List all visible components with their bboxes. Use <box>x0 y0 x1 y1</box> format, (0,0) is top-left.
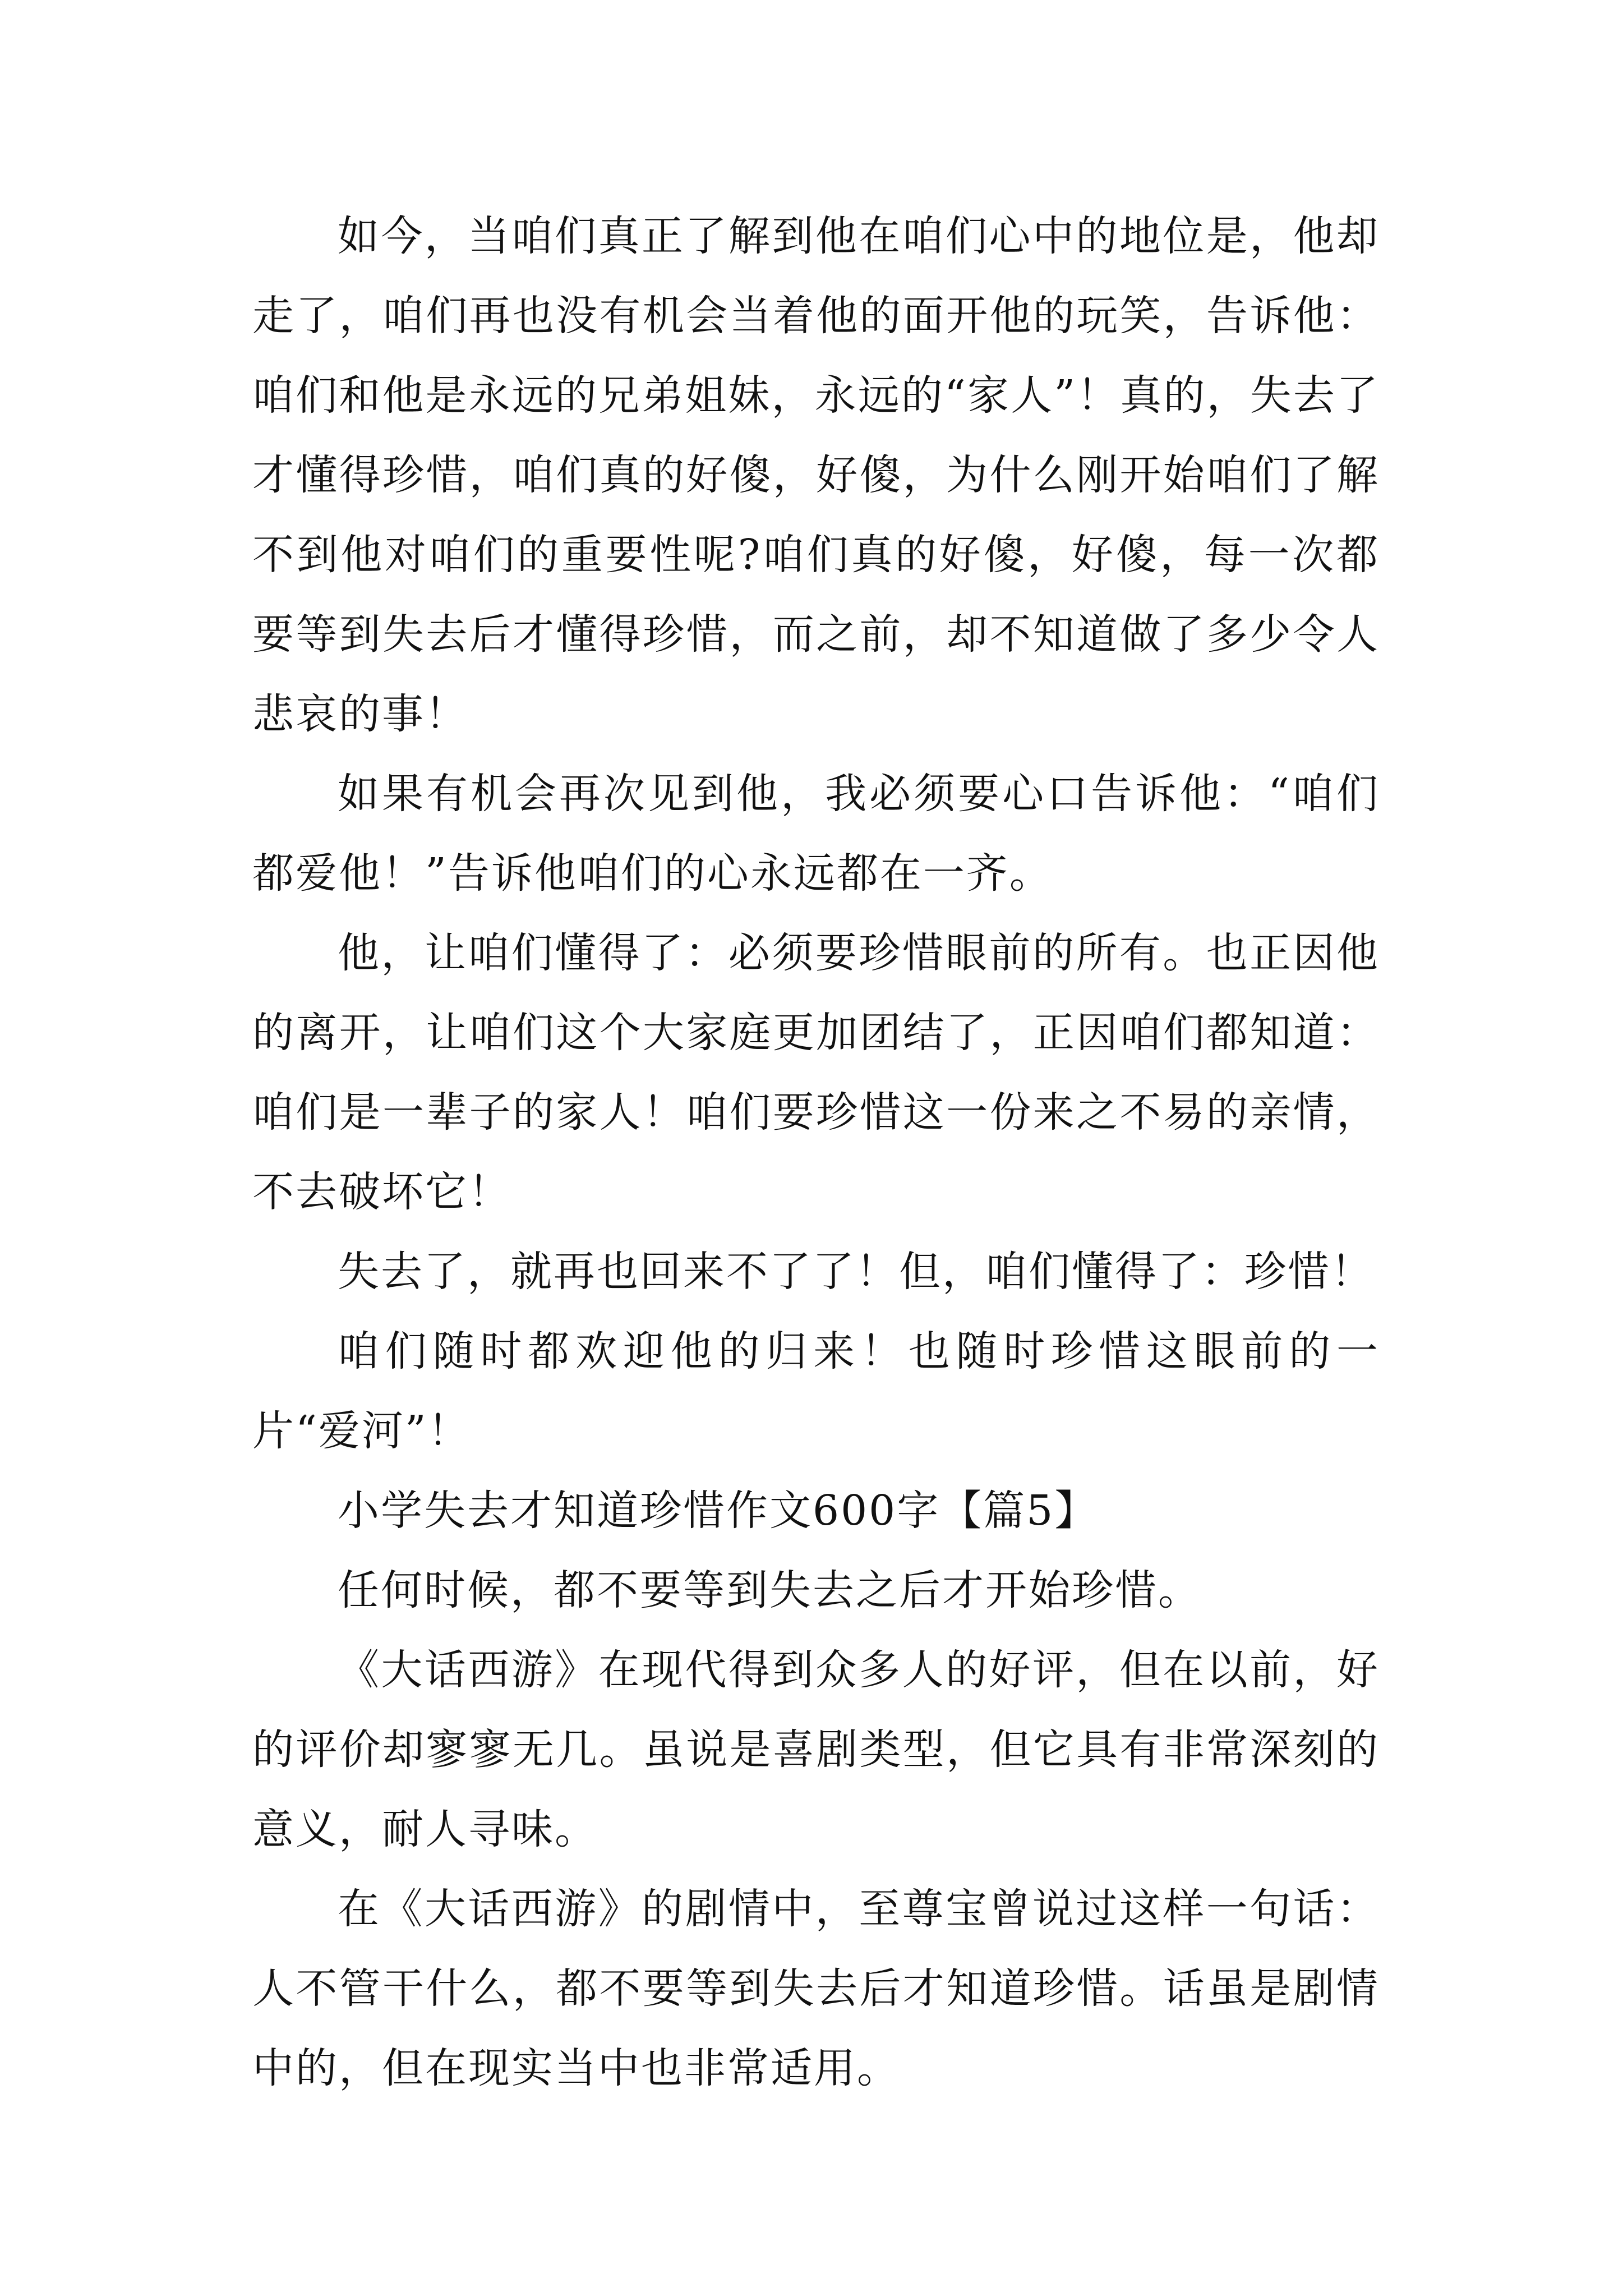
paragraph-6: 任何时候，都不要等到失去之后才开始珍惜。 <box>338 1566 1201 1614</box>
paragraph-3: 他，让咱们懂得了：必须要珍惜眼前的所有。也正因他的离开，让咱们这个大家庭更加团结了，正因咱们都知道：咱们是一辈子的家人！咱们要珍惜这一份来之不易的亲情，不去破坏它！ <box>252 929 1380 1216</box>
paragraph-2: 如果有机会再次见到他，我必须要心口告诉他：“咱们都爱他！”告诉他咱们的心永远都在一齐。 <box>252 770 1380 898</box>
section-heading: 小学失去才知道珍惜作文600字【篇5】 <box>338 1487 1098 1535</box>
paragraph-4: 失去了，就再也回来不了了！但，咱们懂得了：珍惜！ <box>338 1248 1374 1296</box>
paragraph-8: 在《大话西游》的剧情中，至尊宝曾说过这样一句话：人不管干什么，都不要等到失去后才知道珍惜。话虽是剧情中的，但在现实当中也非常适用。 <box>252 1885 1380 2092</box>
document-body <box>252 196 1380 2108</box>
paragraph-5: 咱们随时都欢迎他的归来！也随时珍惜这眼前的一片“爱河”！ <box>252 1327 1380 1455</box>
paragraph-7: 《大话西游》在现代得到众多人的好评，但在以前，好的评价却寥寥无几。虽说是喜剧类型，但它具有非常深刻的意义，耐人寻味。 <box>252 1646 1380 1853</box>
paragraph-1: 如今，当咱们真正了解到他在咱们心中的地位是，他却走了，咱们再也没有机会当着他的面开他的玩笑，告诉他：咱们和他是永远的兄弟姐妹，永远的“家人”！真的，失去了才懂得珍惜，咱们真的好傻，好傻，为什么刚开始咱们了解不到他对咱们的重要性呢?咱们真的好傻，好傻，每一次都要等到失去后才懂得珍惜，而之前，却不知道做了多少令人悲哀的事！ <box>252 212 1380 738</box>
